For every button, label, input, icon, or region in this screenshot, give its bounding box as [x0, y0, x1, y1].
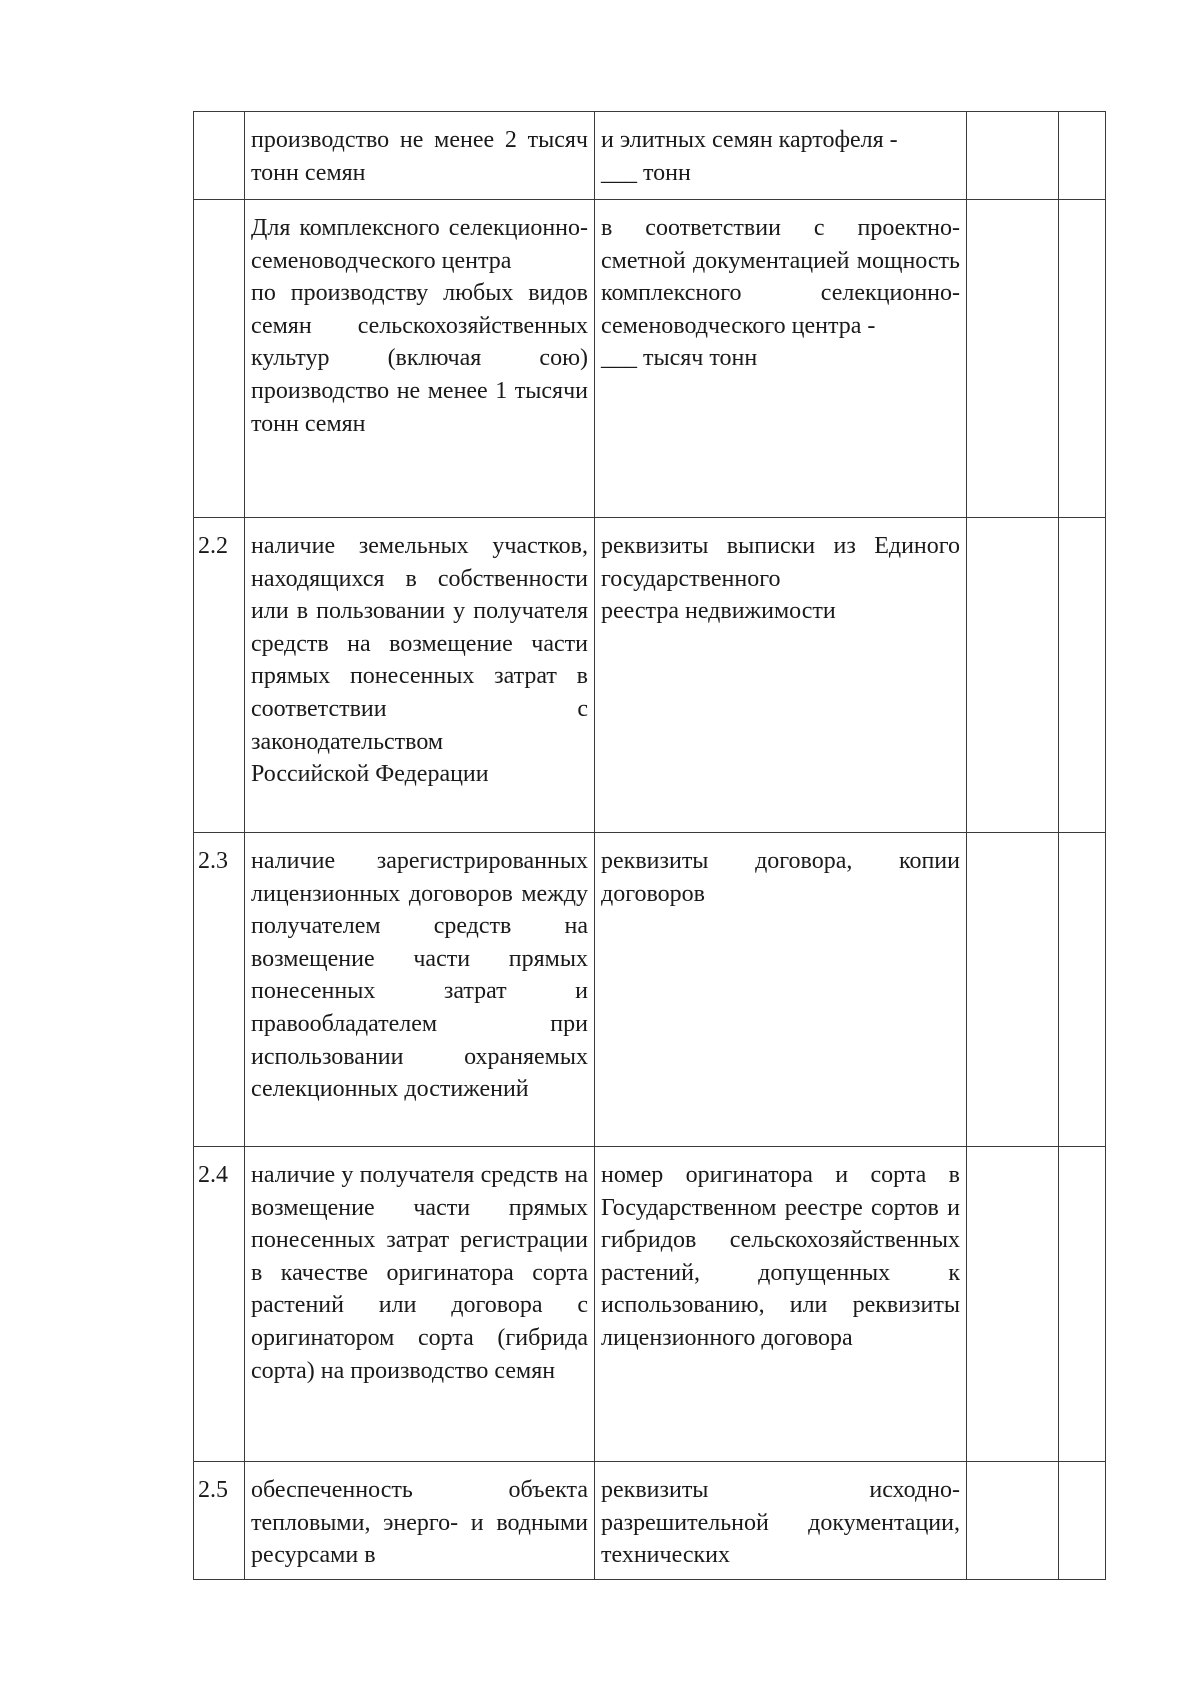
requirement-cell: наличие земельных участков, находящихся в собственности или в пользовании у получателя средств на возмещение части прямых понесенных затрат в соответствии с законодательством Российской Федерации: [245, 518, 595, 833]
table-row: [194, 833, 1106, 1147]
requirement-cell: наличие зарегистрированных лицензионных договоров между получателем средств на возмещение части прямых понесенных затрат и правообладателем при использовании охраняемых селекционных достижений: [245, 833, 595, 1147]
document-cell: номер оригинатора и сорта в Государственном реестре сортов и гибридов сельскохозяйственных растений, допущенных к использованию, или реквизиты лицензионного договора: [595, 1147, 967, 1462]
document-cell: реквизиты договора, копии договоров: [595, 833, 967, 1147]
row-number: 2.2: [194, 518, 245, 833]
table-row: [194, 112, 1106, 200]
row-number: 2.3: [194, 833, 245, 1147]
row-number: 2.5: [194, 1462, 245, 1580]
empty-cell: [1059, 1462, 1106, 1580]
empty-cell: [967, 200, 1059, 518]
row-number: 2.4: [194, 1147, 245, 1462]
document-cell: реквизиты выписки из Единого государственного реестра недвижимости: [595, 518, 967, 833]
empty-cell: [1059, 112, 1106, 200]
document-cell: реквизиты исходно-разрешительной документации, технических: [595, 1462, 967, 1580]
empty-cell: [967, 112, 1059, 200]
requirement-cell: Для комплексного селекционно-семеноводческого центра по производству любых видов семян сельскохозяйственных культур (включая сою) производство не менее 1 тысячи тонн семян: [245, 200, 595, 518]
empty-cell: [967, 833, 1059, 1147]
row-number: [194, 200, 245, 518]
table-row: [194, 1147, 1106, 1462]
document-cell: и элитных семян картофеля - ___ тонн: [595, 112, 967, 200]
document-cell: в соответствии с проектно-сметной документацией мощность комплексного селекционно-семеноводческого центра - ___ тысяч тонн: [595, 200, 967, 518]
requirement-cell: наличие у получателя средств на возмещение части прямых понесенных затрат регистрации в качестве оригинатора сорта растений или договора с оригинатором сорта (гибрида сорта) на производство семян: [245, 1147, 595, 1462]
empty-cell: [1059, 518, 1106, 833]
table-row: [194, 518, 1106, 833]
empty-cell: [1059, 1147, 1106, 1462]
empty-cell: [967, 1147, 1059, 1462]
empty-cell: [967, 518, 1059, 833]
row-number: [194, 112, 245, 200]
empty-cell: [967, 1462, 1059, 1580]
table-row: [194, 200, 1106, 518]
requirement-cell: обеспеченность объекта тепловыми, энерго- и водными ресурсами в: [245, 1462, 595, 1580]
requirements-table: [193, 111, 1106, 1580]
requirement-cell: производство не менее 2 тысяч тонн семян: [245, 112, 595, 200]
empty-cell: [1059, 833, 1106, 1147]
empty-cell: [1059, 200, 1106, 518]
table-row: [194, 1462, 1106, 1580]
